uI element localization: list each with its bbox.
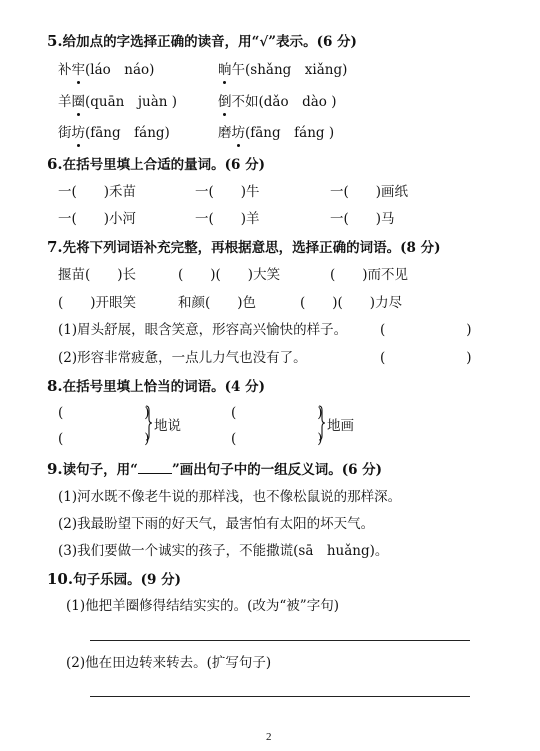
- q9-heading: [47, 460, 382, 479]
- q5-item-2: [218, 61, 347, 79]
- dotted-char: 圈: [71, 94, 85, 110]
- q6-text: 在括号里填上合适的量词。(6 分): [62, 157, 266, 173]
- q7-word: ( )( )力尽: [300, 295, 403, 311]
- q6-item: 一( )羊: [195, 211, 260, 227]
- q9-sentence-3: (3)我们要做一个诚实的孩子，不能撒谎(sā huǎng)。: [58, 543, 389, 559]
- q9-number: 9.: [47, 460, 63, 478]
- item-char: 街: [58, 125, 72, 141]
- q9-sentence-2: (2)我最盼望下雨的好天气，最害怕有太阳的坏天气。: [58, 516, 375, 532]
- q5-item-5: [58, 124, 170, 142]
- q5-item-1: [58, 61, 154, 79]
- pinyin-options: 不如(dǎo dào ): [231, 94, 337, 110]
- q8-paren: ( ): [58, 405, 150, 421]
- q5-text: 给加点的字选择正确的读音，用“√”表示。(6 分): [62, 34, 357, 50]
- q7-text: 先将下列词语补充完整，再根据意思，选择正确的词语。(8 分): [62, 240, 441, 256]
- q10-sentence-1: (1)他把羊圈修得结结实实的。(改为“被”字句): [66, 598, 339, 614]
- q7-word: ( )开眼笑: [58, 295, 137, 311]
- underline-blank: [138, 461, 172, 474]
- q6-item: 一( )画纸: [330, 184, 409, 200]
- q6-item: 一( )禾苗: [58, 184, 137, 200]
- pinyin-options: (quān juàn ): [85, 94, 178, 110]
- pinyin-options: 午(shǎng xiǎng): [231, 62, 348, 78]
- q7-sentence-2: (2)形容非常疲惫，一点儿力气也没有了。: [58, 350, 307, 366]
- q7-word: ( )而不见: [330, 267, 409, 283]
- q8-paren: ( ): [231, 405, 323, 421]
- item-char: 羊: [58, 94, 72, 110]
- item-char: 补: [58, 62, 72, 78]
- q10-text: 句子乐园。(9 分): [73, 572, 181, 588]
- dotted-char: 晌: [218, 62, 232, 78]
- dotted-char: 坊: [71, 125, 85, 141]
- q5-number: 5.: [47, 32, 63, 50]
- q6-number: 6.: [47, 155, 63, 173]
- q5-item-6: [218, 124, 334, 142]
- q7-word: 和颜( )色: [178, 295, 257, 311]
- q10-heading: [47, 570, 181, 589]
- brace-icon: [145, 405, 153, 441]
- q10-sentence-2: (2)他在田边转来转去。(扩写句子): [66, 655, 272, 671]
- q9-sentence-1: (1)河水既不像老牛说的那样浅，也不像松鼠说的那样深。: [58, 489, 402, 505]
- q8-heading: [47, 377, 265, 396]
- q7-word: ( )( )大笑: [178, 267, 281, 283]
- q9-text-post: ”画出句子中的一组反义词。(6 分): [171, 462, 383, 478]
- q8-paren: ( ): [58, 431, 150, 447]
- pinyin-options: (fāng fáng ): [245, 125, 335, 141]
- q7-answer-paren-2: ( ): [380, 350, 472, 366]
- item-char: 磨: [218, 125, 232, 141]
- pinyin-options: (láo náo): [85, 62, 155, 78]
- q7-answer-paren-1: ( ): [380, 322, 472, 338]
- page-number: 2: [266, 731, 272, 743]
- q10-number: 10.: [47, 570, 74, 588]
- q6-heading: [47, 155, 265, 174]
- q5-item-4: [218, 93, 336, 111]
- q5-item-3: [58, 93, 177, 111]
- q7-heading: [47, 238, 441, 257]
- dotted-char: 倒: [218, 94, 232, 110]
- q7-number: 7.: [47, 238, 63, 256]
- pinyin-options: (fāng fáng): [85, 125, 170, 141]
- q7-word: 揠苗( )长: [58, 267, 137, 283]
- q9-text-pre: 读句子，用“: [62, 462, 138, 478]
- q5-heading: [47, 32, 357, 51]
- brace-icon: [318, 405, 326, 441]
- answer-line[interactable]: [90, 640, 470, 641]
- q8-number: 8.: [47, 377, 63, 395]
- q8-text: 在括号里填上恰当的词语。(4 分): [62, 379, 266, 395]
- q8-label-1: 地说: [154, 418, 181, 434]
- q8-paren: ( ): [231, 431, 323, 447]
- answer-line[interactable]: [90, 696, 470, 697]
- dotted-char: 牢: [71, 62, 85, 78]
- q6-item: 一( )小河: [58, 211, 137, 227]
- q8-label-2: 地画: [327, 418, 354, 434]
- q6-item: 一( )牛: [195, 184, 260, 200]
- q7-sentence-1: (1)眉头舒展，眼含笑意，形容高兴愉快的样子。: [58, 322, 348, 338]
- q6-item: 一( )马: [330, 211, 395, 227]
- dotted-char: 坊: [231, 125, 245, 141]
